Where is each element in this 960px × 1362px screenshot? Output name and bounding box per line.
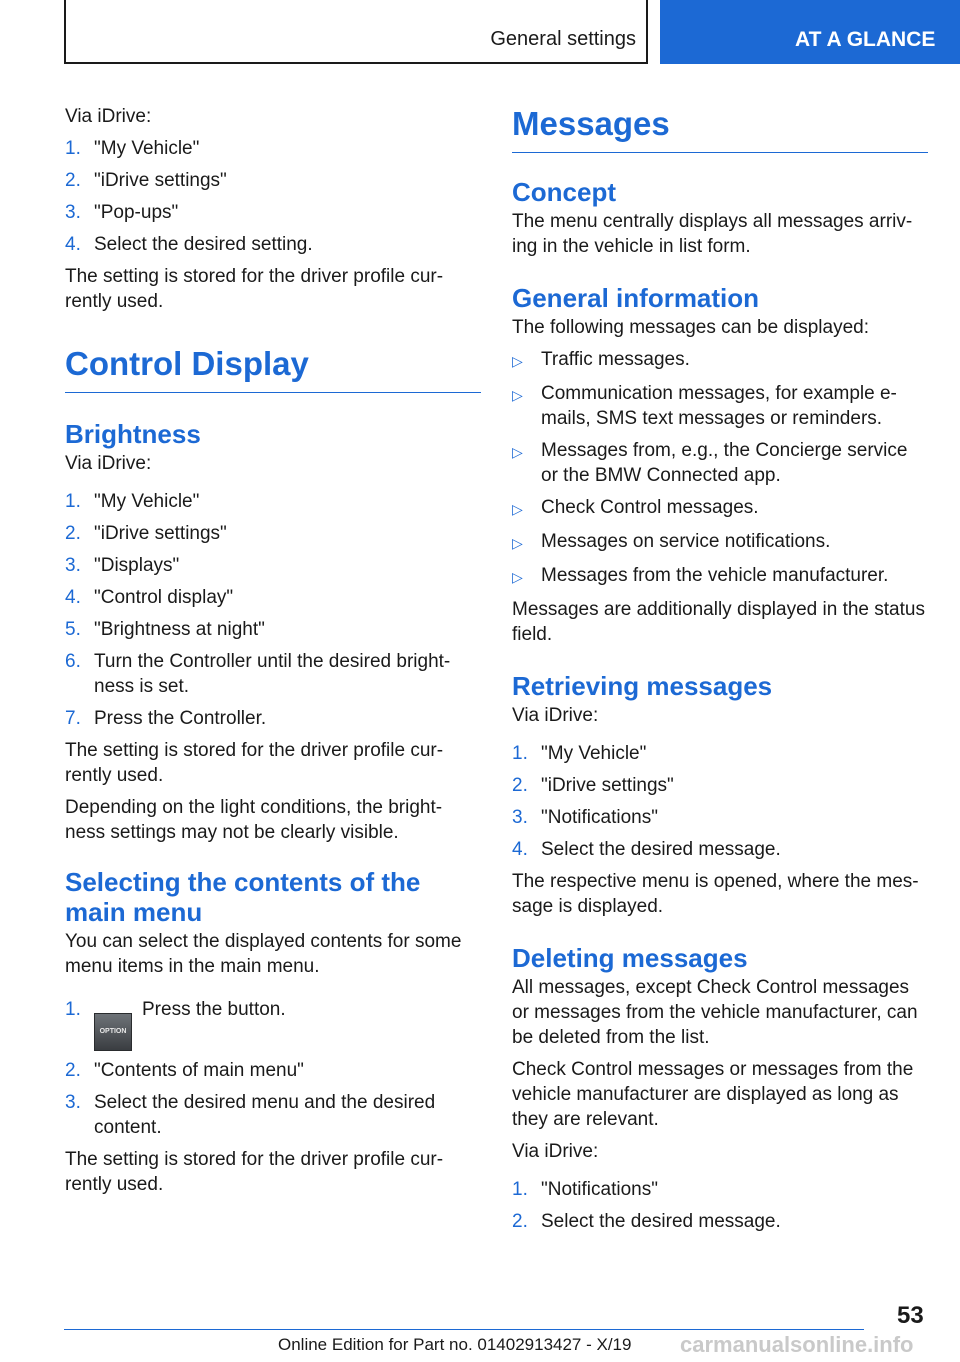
left-column: [65, 104, 481, 1204]
list-item: [65, 649, 481, 699]
bullet-text: Messages on service notifications.: [541, 531, 831, 552]
check-control-text: Check Control messages or messages from the vehicle manufacturer are displayed as long as they are relevant.: [512, 1059, 914, 1130]
concept-text: The menu centrally displays all messages arriv-ing in the vehicle in list form.: [512, 211, 913, 257]
step-number: 1.: [65, 138, 81, 159]
respective-menu-text: The respective menu is opened, where the mes-sage is displayed.: [512, 871, 919, 917]
via-idrive-text: Via iDrive:: [512, 705, 599, 726]
step-number: 1.: [65, 999, 81, 1020]
footer-edition: Online Edition for Part no. 01402913427 - X/19: [278, 1335, 632, 1354]
subheading-deleting-messages: Deleting messages: [512, 943, 748, 973]
list-item: [512, 773, 928, 798]
via-idrive-text: Via iDrive:: [512, 1141, 599, 1162]
step-text: Select the desired setting.: [94, 234, 313, 255]
page-number: 53: [897, 1302, 924, 1329]
brightness-note: Depending on the light conditions, the bright-ness settings may not be clearly visible.: [65, 797, 443, 843]
step-text: "My Vehicle": [541, 743, 647, 764]
step-number: 4.: [65, 587, 81, 608]
triangle-bullet-icon: ▷: [512, 535, 523, 551]
step-text: "iDrive settings": [94, 523, 227, 544]
step-number: 3.: [65, 202, 81, 223]
step-number: 2.: [512, 1211, 528, 1232]
step-text: "Displays": [94, 555, 180, 576]
bullet-text: Messages from the vehicle manufacturer.: [541, 565, 889, 586]
deleting-text: All messages, except Check Control messages or messages from the vehicle manufacturer, can be deleted from the list.: [512, 977, 918, 1048]
step-text: "Notifications": [541, 807, 658, 828]
section-heading-control-display: Control Display: [65, 344, 481, 393]
step-number: 1.: [512, 1179, 528, 1200]
subheading-general-information: General information: [512, 283, 760, 313]
step-number: 6.: [65, 651, 81, 672]
step-number: 4.: [512, 839, 528, 860]
triangle-bullet-icon: ▷: [512, 387, 523, 403]
step-text: Select the desired message.: [541, 1211, 781, 1232]
list-item: [65, 1058, 481, 1083]
triangle-bullet-icon: ▷: [512, 353, 523, 369]
footer-divider: [64, 1329, 864, 1330]
step-text: Press the button.: [142, 999, 286, 1020]
step-text: "Pop-ups": [94, 202, 179, 223]
triangle-bullet-icon: ▷: [512, 501, 523, 517]
step-number: 2.: [512, 775, 528, 796]
triangle-bullet-icon: ▷: [512, 569, 523, 585]
step-text: Press the Controller.: [94, 708, 267, 729]
step-text: Select the desired message.: [541, 839, 781, 860]
step-text: "iDrive settings": [94, 170, 227, 191]
list-item: [65, 136, 481, 161]
message-types-list: [512, 347, 928, 590]
list-item: [512, 741, 928, 766]
list-item: [65, 489, 481, 514]
list-item: [512, 529, 928, 556]
list-item: [65, 585, 481, 610]
list-item: [65, 553, 481, 578]
stored-note: The setting is stored for the driver profile cur-rently used.: [65, 266, 444, 312]
step-text: Turn the Controller until the desired bright-ness is set.: [94, 651, 451, 697]
option-button-icon: OPTION: [94, 1013, 132, 1051]
bullet-text: Check Control messages.: [541, 497, 759, 518]
steps-list-main-menu: [65, 997, 481, 1140]
bullet-text: Messages from, e.g., the Concierge service or the BMW Connected app.: [541, 440, 908, 486]
step-number: 7.: [65, 708, 81, 729]
list-item: [65, 706, 481, 731]
step-number: 3.: [65, 1092, 81, 1113]
list-item: [512, 1177, 928, 1202]
watermark: carmanualsonline.info: [680, 1332, 914, 1357]
header-section-title: General settings: [490, 28, 636, 50]
triangle-bullet-icon: ▷: [512, 444, 523, 460]
step-number: 1.: [512, 743, 528, 764]
list-item: [512, 805, 928, 830]
list-item: [65, 168, 481, 193]
bullet-text: Communication messages, for example e-mails, SMS text messages or reminders.: [541, 383, 897, 429]
list-item: [65, 617, 481, 642]
list-item: [65, 997, 481, 1051]
subheading-brightness: Brightness: [65, 419, 201, 449]
step-number: 2.: [65, 523, 81, 544]
list-item: [512, 1209, 928, 1234]
bullet-text: Traffic messages.: [541, 349, 690, 370]
step-text: "My Vehicle": [94, 138, 200, 159]
step-number: 1.: [65, 491, 81, 512]
list-item: [512, 563, 928, 590]
steps-list-brightness: [65, 489, 481, 731]
list-item: [512, 495, 928, 522]
status-field-text: Messages are additionally displayed in the status field.: [512, 599, 925, 645]
subheading-retrieving-messages: Retrieving messages: [512, 671, 773, 701]
section-heading-messages: Messages: [512, 104, 928, 153]
step-text: Select the desired menu and the desired content.: [94, 1092, 436, 1138]
step-text: "Control display": [94, 587, 234, 608]
step-text: "Notifications": [541, 1179, 658, 1200]
via-idrive-text: Via iDrive:: [65, 106, 152, 127]
steps-list-deleting: [512, 1177, 928, 1234]
step-text: "My Vehicle": [94, 491, 200, 512]
subheading-concept: Concept: [512, 177, 616, 207]
step-text: "Brightness at night": [94, 619, 265, 640]
step-text: "Contents of main menu": [94, 1060, 304, 1081]
list-item: [65, 521, 481, 546]
list-item: [512, 438, 928, 488]
subheading-select-main-menu: Selecting the contents of the main menu: [65, 867, 421, 927]
list-item: [65, 200, 481, 225]
step-number: 2.: [65, 170, 81, 191]
select-intro-text: You can select the displayed contents for some menu items in the main menu.: [65, 931, 462, 977]
step-number: 4.: [65, 234, 81, 255]
header-chapter-tab[interactable]: AT A GLANCE: [660, 0, 960, 64]
list-item: [512, 347, 928, 374]
steps-list-retrieving: [512, 741, 928, 862]
list-item: [512, 381, 928, 431]
via-idrive-text: Via iDrive:: [65, 453, 152, 474]
stored-note: The setting is stored for the driver profile cur-rently used.: [65, 740, 444, 786]
step-number: 5.: [65, 619, 81, 640]
steps-list-popups: [65, 136, 481, 257]
list-item: [512, 837, 928, 862]
step-number: 2.: [65, 1060, 81, 1081]
step-number: 3.: [512, 807, 528, 828]
stored-note: The setting is stored for the driver profile cur-rently used.: [65, 1149, 444, 1195]
list-item: [65, 1090, 481, 1140]
right-column: [512, 104, 928, 1241]
step-number: 3.: [65, 555, 81, 576]
list-item: [65, 232, 481, 257]
step-text: "iDrive settings": [541, 775, 674, 796]
general-intro-text: The following messages can be displayed:: [512, 317, 869, 338]
